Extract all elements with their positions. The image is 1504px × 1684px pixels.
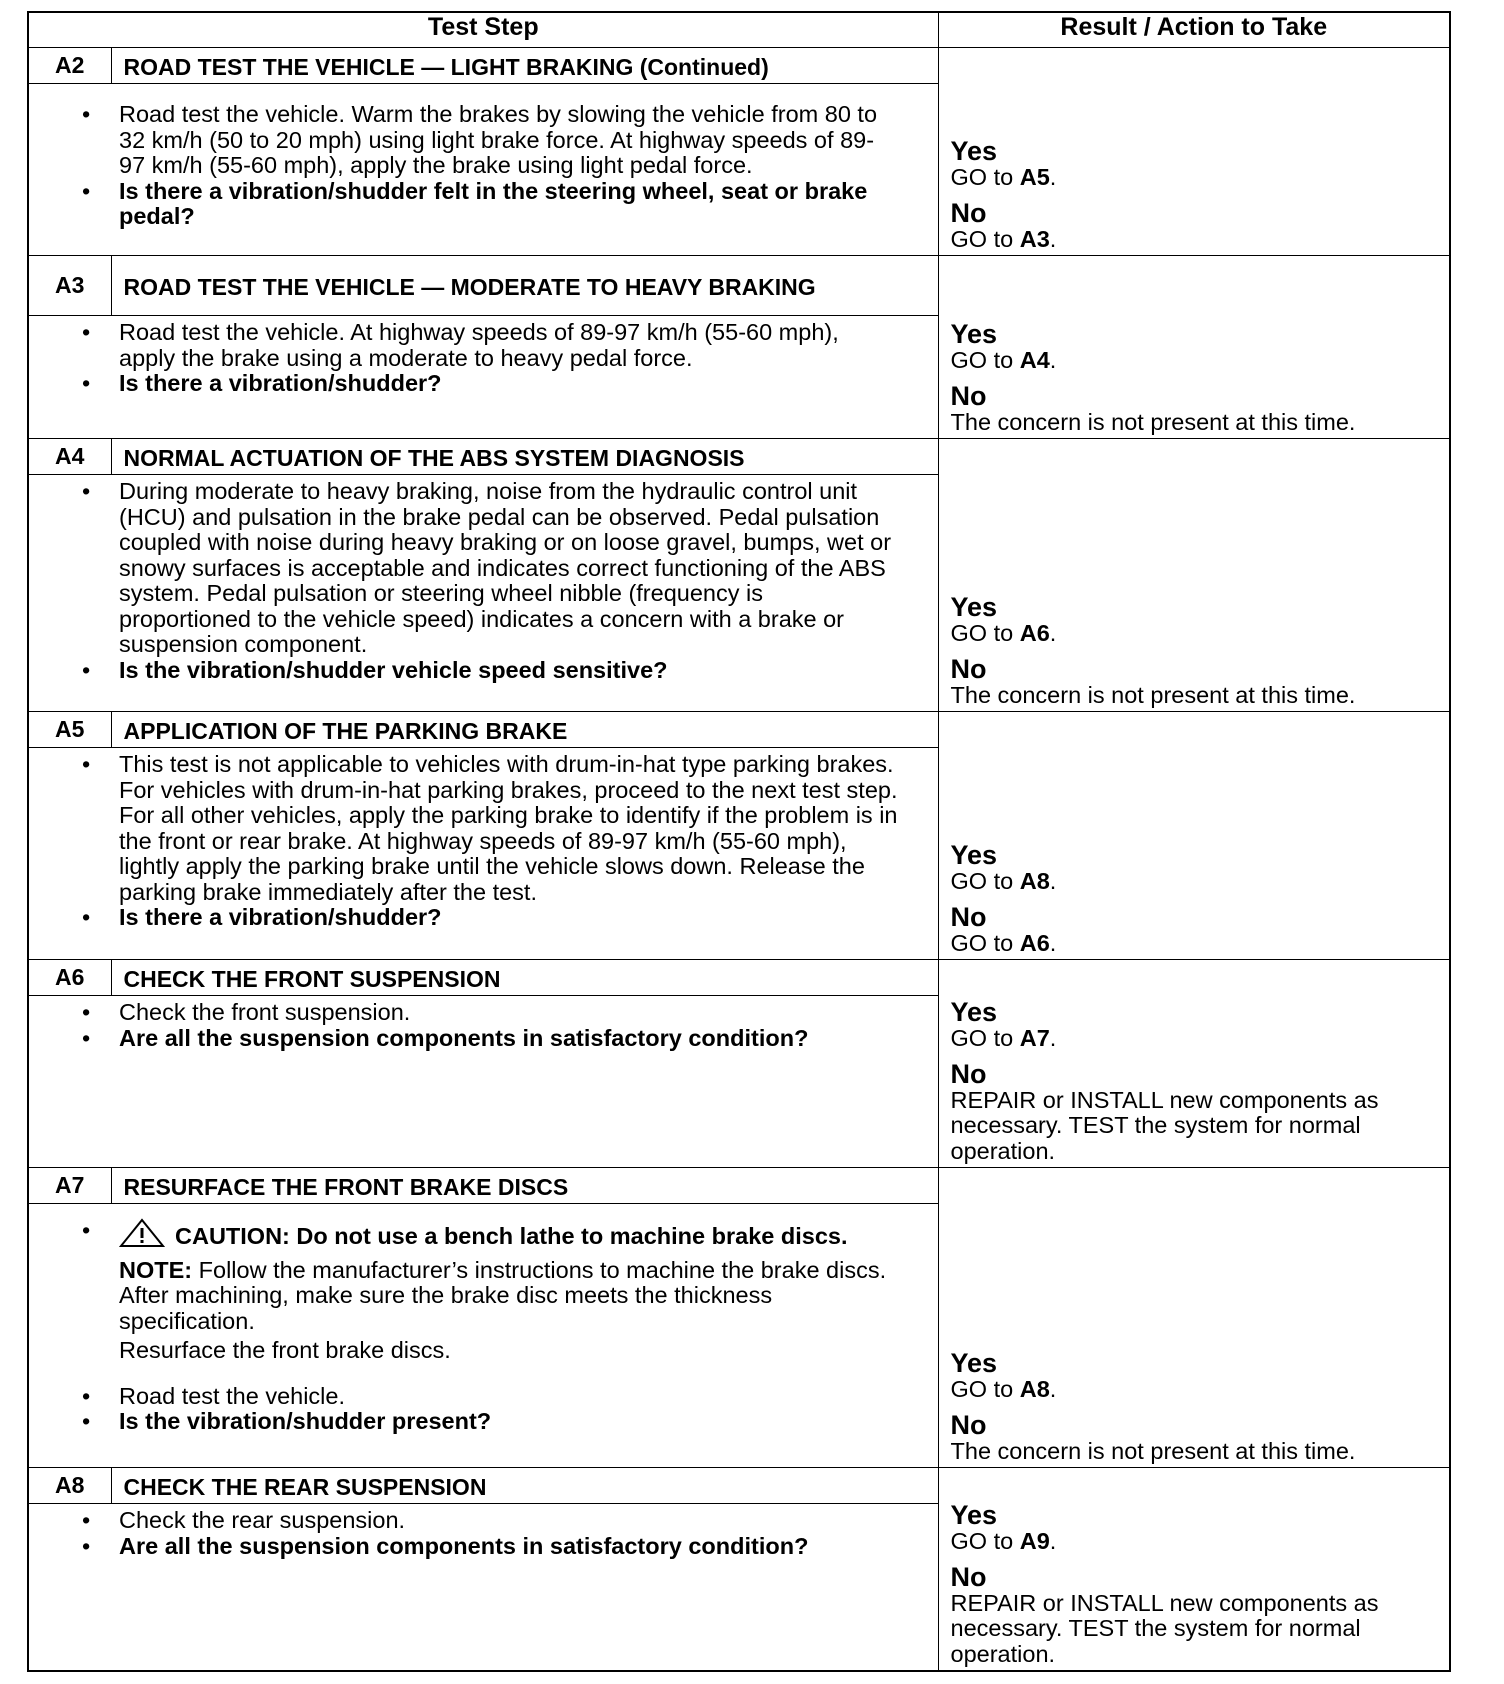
- step-a3-title: ROAD TEST THE VEHICLE — MODERATE TO HEAVY BRAKING: [111, 256, 938, 316]
- step-a2-yes-target: A5: [1019, 164, 1050, 190]
- step-a4-yes-target: A6: [1019, 620, 1050, 646]
- step-a7-no-action: The concern is not present at this time.: [950, 1437, 1356, 1464]
- step-a2-result: [938, 48, 1450, 256]
- step-a8-title: CHECK THE REAR SUSPENSION: [111, 1468, 938, 1504]
- step-a7-instruction: • Road test the vehicle.: [119, 1384, 898, 1410]
- step-a3-no-action: The concern is not present at this time.: [950, 408, 1356, 435]
- step-a7-yes-label: Yes: [950, 1348, 998, 1378]
- step-a7-note: [119, 1258, 898, 1335]
- step-a8-title-row: [28, 1468, 1450, 1504]
- step-a2-instruction: • Road test the vehicle. Warm the brakes by slowing the vehicle from 80 to 32 km/h (50 to 20 mph) using light brake force. At highway speeds of 89-97 km/h (55-60 mph), apply the brake using light pedal force.: [119, 102, 898, 179]
- step-a5-instruction: • This test is not applicable to vehicles with drum-in-hat type parking brakes. For vehicles with drum-in-hat parking brakes, proceed to the next test step. For all other vehicles, apply the parking brake to identify if the problem is in the front or rear brake. At highway speeds of 89-97 km/h (55-60 mph), lightly apply the parking brake until the vehicle slows down. Release the parking brake immediately after the test.: [119, 752, 898, 905]
- step-a7-result: [938, 1168, 1450, 1468]
- step-a4-question: • Is the vibration/shudder vehicle speed sensitive?: [119, 658, 898, 684]
- step-a6-question: • Are all the suspension components in satisfactory condition?: [119, 1026, 898, 1052]
- step-a6-no-label: No: [950, 1058, 987, 1089]
- step-a5-question: • Is there a vibration/shudder?: [119, 905, 898, 931]
- step-a2-title-row: [28, 48, 1450, 84]
- step-a8-no-action: REPAIR or INSTALL new components as necessary. TEST the system for normal operation.: [950, 1589, 1379, 1667]
- step-a5-yes-target: A8: [1019, 868, 1050, 894]
- step-a4-title-row: [28, 439, 1450, 475]
- step-a8-question: • Are all the suspension components in satisfactory condition?: [119, 1534, 898, 1560]
- step-a4-result: [938, 439, 1450, 712]
- test-step-header: Test Step: [28, 12, 938, 48]
- step-a6-title: CHECK THE FRONT SUSPENSION: [111, 960, 938, 996]
- step-a4-title: NORMAL ACTUATION OF THE ABS SYSTEM DIAGNOSIS: [111, 439, 938, 475]
- step-a5-title: APPLICATION OF THE PARKING BRAKE: [111, 712, 938, 748]
- step-a8-yes-action: GO to A9.: [950, 1528, 1057, 1554]
- step-a3-title-row: [28, 256, 1450, 316]
- step-a2-yes-action: GO to A5.: [950, 164, 1057, 190]
- step-a6-body: [28, 996, 938, 1168]
- step-a5-result: [938, 712, 1450, 960]
- step-a2-title: ROAD TEST THE VEHICLE — LIGHT BRAKING (Continued): [111, 48, 938, 84]
- step-a6-yes-action: GO to A7.: [950, 1025, 1057, 1051]
- step-a2-no-action: GO to A3.: [950, 225, 1057, 252]
- diagnostic-table: [27, 11, 1451, 1672]
- step-a6-no-action: REPAIR or INSTALL new components as necessary. TEST the system for normal operation.: [950, 1086, 1379, 1164]
- step-a3-id: A3: [28, 256, 111, 316]
- step-a3-body: [28, 316, 938, 439]
- step-a7-title: RESURFACE THE FRONT BRAKE DISCS: [111, 1168, 938, 1204]
- step-a4-yes-action: GO to A6.: [950, 620, 1057, 646]
- step-a7-title-row: [28, 1168, 1450, 1204]
- step-a3-instruction: • Road test the vehicle. At highway speeds of 89-97 km/h (55-60 mph), apply the brake using a moderate to heavy pedal force.: [119, 320, 898, 371]
- step-a3-result: [938, 256, 1450, 439]
- step-a8-id: A8: [28, 1468, 111, 1504]
- step-a8-result: [938, 1468, 1450, 1672]
- step-a5-no-target: A6: [1019, 929, 1050, 956]
- step-a3-yes-target: A4: [1019, 347, 1050, 373]
- step-a6-title-row: [28, 960, 1450, 996]
- step-a3-yes-label: Yes: [950, 319, 998, 349]
- step-a7-caution: [119, 1218, 898, 1254]
- table-header-row: [28, 12, 1450, 48]
- step-a8-yes-label: Yes: [950, 1500, 998, 1530]
- step-a8-yes-target: A9: [1019, 1528, 1050, 1554]
- step-a6-id: A6: [28, 960, 111, 996]
- step-a4-no-label: No: [950, 653, 987, 684]
- step-a8-body: [28, 1504, 938, 1672]
- step-a3-yes-action: GO to A4.: [950, 347, 1057, 373]
- step-a7-no-label: No: [950, 1409, 987, 1440]
- step-a5-title-row: [28, 712, 1450, 748]
- step-a7-body: [28, 1204, 938, 1468]
- step-a7-question: • Is the vibration/shudder present?: [119, 1409, 898, 1435]
- step-a3-no-label: No: [950, 380, 987, 411]
- step-a5-no-action: GO to A6.: [950, 929, 1057, 956]
- step-a5-no-label: No: [950, 901, 987, 932]
- step-a5-id: A5: [28, 712, 111, 748]
- step-a7-yes-action: GO to A8.: [950, 1376, 1057, 1402]
- step-a5-yes-action: GO to A8.: [950, 868, 1057, 894]
- step-a6-result: [938, 960, 1450, 1168]
- step-a7-note-label: NOTE:: [119, 1256, 193, 1283]
- step-a8-no-label: No: [950, 1561, 987, 1592]
- step-a4-yes-label: Yes: [950, 592, 998, 622]
- step-a6-yes-label: Yes: [950, 997, 998, 1027]
- step-a5-body: [28, 748, 938, 960]
- step-a7-caution-text: CAUTION: Do not use a bench lathe to machine brake discs.: [175, 1223, 848, 1249]
- step-a2-no-target: A3: [1019, 225, 1050, 252]
- step-a7-yes-target: A8: [1019, 1376, 1050, 1402]
- step-a8-instruction: • Check the rear suspension.: [119, 1508, 898, 1534]
- step-a2-no-label: No: [950, 197, 987, 228]
- step-a2-body: [28, 84, 938, 256]
- step-a4-no-action: The concern is not present at this time.: [950, 681, 1356, 708]
- step-a7-resurface: Resurface the front brake discs.: [119, 1337, 451, 1363]
- step-a6-yes-target: A7: [1019, 1025, 1050, 1051]
- step-a4-id: A4: [28, 439, 111, 475]
- step-a7-note-text: Follow the manufacturer’s instructions to machine the brake discs. After machining, make sure the brake disc meets the thickness specification.: [119, 1256, 887, 1334]
- result-action-header: Result / Action to Take: [938, 12, 1450, 48]
- step-a5-yes-label: Yes: [950, 840, 998, 870]
- step-a2-id: A2: [28, 48, 111, 84]
- step-a2-yes-label: Yes: [950, 136, 998, 166]
- caution-triangle-icon: [119, 1218, 165, 1254]
- step-a4-body: [28, 475, 938, 712]
- step-a2-question: • Is there a vibration/shudder felt in the steering wheel, seat or brake pedal?: [119, 179, 898, 230]
- step-a4-instruction: • During moderate to heavy braking, noise from the hydraulic control unit (HCU) and pulsation in the brake pedal can be observed. Pedal pulsation coupled with noise during heavy braking or on loose gravel, bumps, wet or snowy surfaces is acceptable and indicates correct functioning of the ABS system. Pedal pulsation or steering wheel nibble (frequency is proportioned to the vehicle speed) indicates a concern with a brake or suspension component.: [119, 479, 898, 658]
- step-a7-id: A7: [28, 1168, 111, 1204]
- step-a3-question: • Is there a vibration/shudder?: [119, 371, 898, 397]
- step-a6-instruction: • Check the front suspension.: [119, 1000, 898, 1026]
